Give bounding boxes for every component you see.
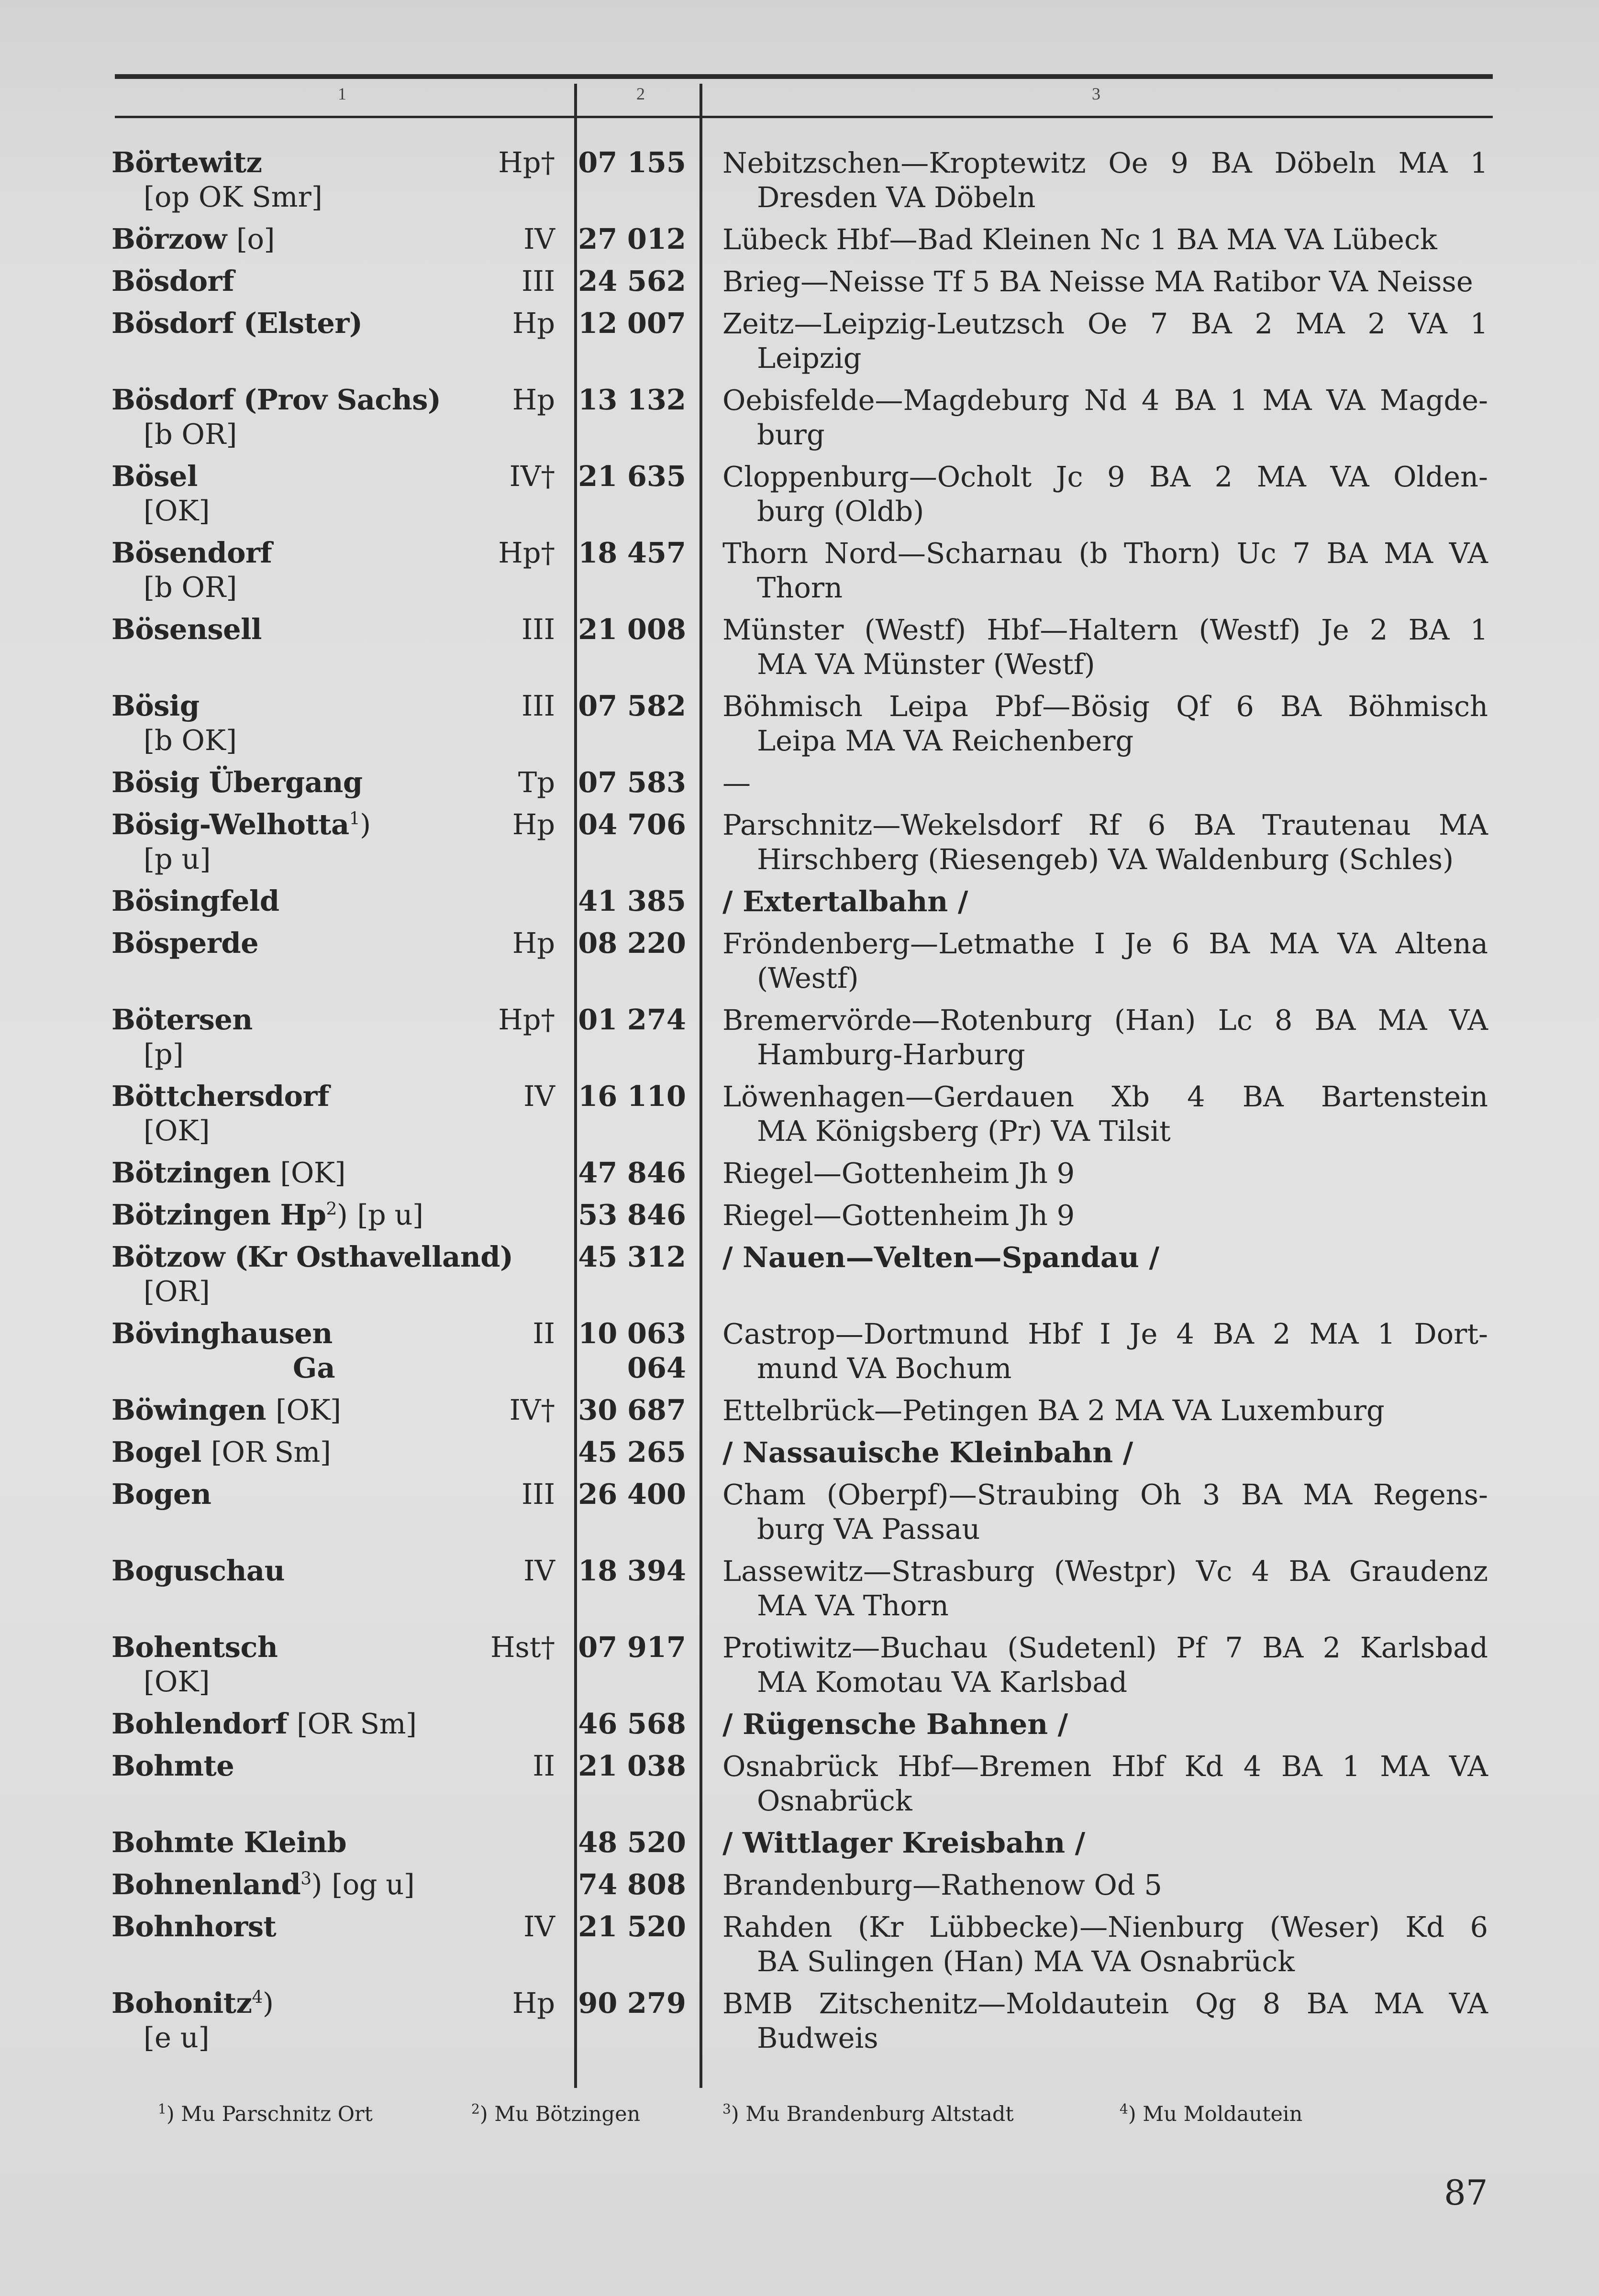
route-line: MA VA Münster (Westf) xyxy=(757,648,1095,681)
route-description xyxy=(722,146,1488,215)
station-number: 90 279 xyxy=(578,1987,686,2020)
station-class: Hp xyxy=(512,383,555,416)
table-row xyxy=(0,689,1599,766)
column-header-1: 1 xyxy=(338,84,346,103)
route-description xyxy=(722,1198,1488,1233)
station-number: 21 008 xyxy=(578,613,686,646)
station-note: [OR Sm] xyxy=(297,1707,417,1740)
station-number: 01 274 xyxy=(578,1003,686,1036)
station-number: 10 063 xyxy=(578,1317,686,1350)
table-row xyxy=(0,1198,1599,1240)
station-number: 21 038 xyxy=(578,1749,686,1782)
table-row xyxy=(0,1631,1599,1707)
station-class: Hp† xyxy=(498,536,555,569)
route-line: Brandenburg—Rathenow Od 5 xyxy=(722,1868,1162,1901)
route-line: Castrop—Dortmund Hbf I Je 4 BA 2 MA 1 Dort- xyxy=(722,1317,1488,1350)
route-line: burg (Oldb) xyxy=(757,495,924,528)
route-description xyxy=(722,1478,1488,1546)
header-rule xyxy=(115,116,1493,118)
station-number: 47 846 xyxy=(578,1156,686,1189)
route-line: Cloppenburg—Ocholt Jc 9 BA 2 MA VA Olden- xyxy=(722,460,1488,493)
station-name: Bösig Übergang xyxy=(111,766,363,799)
route-line: Münster (Westf) Hbf—Haltern (Westf) Je 2 BA 1 xyxy=(722,613,1488,646)
station-number: 07 582 xyxy=(578,689,686,722)
station-number: 07 917 xyxy=(578,1631,686,1664)
station-note: [OK] xyxy=(144,1114,210,1147)
top-rule xyxy=(115,74,1493,79)
route-description xyxy=(722,536,1488,605)
route-description xyxy=(722,1826,1488,1860)
table-row xyxy=(0,1317,1599,1393)
station-name: Bohnenland$^3$) [og u] xyxy=(111,1868,415,1901)
table-row xyxy=(0,1987,1599,2063)
footnote-mark: 2 xyxy=(326,1199,337,1219)
station-note: [OR Sm] xyxy=(211,1435,331,1468)
station-name: Bohentsch xyxy=(111,1631,278,1664)
route-line: Dresden VA Döbeln xyxy=(757,181,1036,214)
route-description xyxy=(722,1868,1488,1902)
route-description xyxy=(722,1240,1488,1275)
table-row xyxy=(0,146,1599,222)
route-line: Lübeck Hbf—Bad Kleinen Nc 1 BA MA VA Lübeck xyxy=(722,223,1437,256)
station-class: Hp xyxy=(512,307,555,340)
station-class: III xyxy=(522,265,555,298)
station-name: Börzow [o] xyxy=(111,222,275,255)
route-line: Zeitz—Leipzig-Leutzsch Oe 7 BA 2 MA 2 VA 1 xyxy=(722,307,1488,340)
route-line: Brieg—Neisse Tf 5 BA Neisse MA Ratibor VA Neisse xyxy=(722,265,1473,298)
station-name: Böwingen [OK] xyxy=(111,1393,341,1426)
route-line: MA Königsberg (Pr) VA Tilsit xyxy=(757,1115,1171,1148)
route-line: Fröndenberg—Letmathe I Je 6 BA MA VA Altena xyxy=(722,927,1488,960)
route-line: Leipzig xyxy=(757,342,862,375)
route-line: BMB Zitschenitz—Moldautein Qg 8 BA MA VA xyxy=(722,1987,1488,2020)
station-name: Bohonitz$^4$) xyxy=(111,1987,274,2020)
station-number: 74 808 xyxy=(578,1868,686,1901)
station-class: IV xyxy=(523,1080,555,1113)
station-class: Hp xyxy=(512,808,555,841)
route-description xyxy=(722,307,1488,375)
route-line: Protiwitz—Buchau (Sudetenl) Pf 7 BA 2 Karlsbad xyxy=(722,1631,1488,1664)
table-row xyxy=(0,927,1599,1003)
station-name: Bösel xyxy=(111,460,198,493)
station-number: 18 457 xyxy=(578,536,686,569)
route-description xyxy=(722,808,1488,877)
table-row xyxy=(0,265,1599,307)
route-line: Lassewitz—Strasburg (Westpr) Vc 4 BA Graudenz xyxy=(722,1555,1488,1588)
station-number-continued: 064 xyxy=(627,1351,686,1384)
station-note: [b OR] xyxy=(144,418,237,451)
station-class: IV xyxy=(523,222,555,255)
route-description xyxy=(722,1631,1488,1700)
station-note: [o] xyxy=(236,222,275,255)
station-name: Boguschau xyxy=(111,1554,285,1587)
route-description xyxy=(722,222,1488,257)
route-line: mund VA Bochum xyxy=(757,1352,1012,1385)
station-note: [og u] xyxy=(332,1868,415,1901)
route-line: burg VA Passau xyxy=(757,1512,980,1545)
station-number: 48 520 xyxy=(578,1826,686,1859)
route-line: / Rügensche Bahnen / xyxy=(722,1708,1068,1741)
table-row xyxy=(0,884,1599,927)
page-number: 87 xyxy=(1444,2173,1488,2213)
station-name: Bogel [OR Sm] xyxy=(111,1435,331,1468)
route-line: Hamburg-Harburg xyxy=(757,1038,1025,1071)
station-number: 46 568 xyxy=(578,1707,686,1740)
route-description xyxy=(722,1707,1488,1742)
station-name: Bötzingen Hp$^2$) [p u] xyxy=(111,1198,423,1231)
station-number: 13 132 xyxy=(578,383,686,416)
table-row xyxy=(0,808,1599,884)
station-class: II xyxy=(533,1317,555,1350)
station-number: 30 687 xyxy=(578,1393,686,1426)
route-description xyxy=(722,1393,1488,1428)
station-note: [p u] xyxy=(144,842,211,875)
route-description xyxy=(722,1749,1488,1818)
table-row xyxy=(0,1003,1599,1080)
station-number: 45 312 xyxy=(578,1240,686,1273)
route-line: Budweis xyxy=(757,2021,878,2054)
route-line: / Wittlager Kreisbahn / xyxy=(722,1826,1086,1859)
station-note: [op OK Smr] xyxy=(144,180,322,213)
route-line: Löwenhagen—Gerdauen Xb 4 BA Bartenstein xyxy=(722,1080,1488,1113)
table-row xyxy=(0,1393,1599,1435)
station-name: Bösendorf xyxy=(111,536,272,569)
station-number: 21 635 xyxy=(578,460,686,493)
route-line: Oebisfelde—Magdeburg Nd 4 BA 1 MA VA Magde- xyxy=(722,384,1488,417)
station-name: Bogen xyxy=(111,1478,211,1511)
table-row xyxy=(0,222,1599,265)
station-class: III xyxy=(522,689,555,722)
station-number: 26 400 xyxy=(578,1478,686,1511)
route-line: Riegel—Gottenheim Jh 9 xyxy=(722,1157,1075,1190)
route-description xyxy=(722,689,1488,758)
station-number: 07 583 xyxy=(578,766,686,799)
route-line: Parschnitz—Wekelsdorf Rf 6 BA Trautenau MA xyxy=(722,808,1488,841)
station-name: Bösensell xyxy=(111,613,262,646)
station-name: Böttchersdorf xyxy=(111,1080,329,1113)
station-number: 24 562 xyxy=(578,265,686,298)
station-number: 07 155 xyxy=(578,146,686,179)
route-line: Ettelbrück—Petingen BA 2 MA VA Luxemburg xyxy=(722,1394,1385,1427)
route-description xyxy=(722,1554,1488,1623)
route-line: Osnabrück Hbf—Bremen Hbf Kd 4 BA 1 MA VA xyxy=(722,1750,1488,1783)
route-line: / Nassauische Kleinbahn / xyxy=(722,1436,1133,1469)
station-name: Börtewitz xyxy=(111,146,262,179)
route-description xyxy=(722,265,1488,299)
route-description xyxy=(722,884,1488,919)
station-note: [OK] xyxy=(276,1393,341,1426)
station-name: Bösingfeld xyxy=(111,884,279,917)
station-number: 21 520 xyxy=(578,1910,686,1943)
station-number: 45 265 xyxy=(578,1435,686,1468)
station-number: 04 706 xyxy=(578,808,686,841)
route-line: — xyxy=(722,766,751,799)
station-table xyxy=(0,146,1599,2063)
table-row xyxy=(0,1910,1599,1987)
route-description xyxy=(722,1003,1488,1072)
station-class: Hp xyxy=(512,1987,555,2020)
table-row xyxy=(0,1156,1599,1198)
station-class: IV xyxy=(523,1554,555,1587)
route-description xyxy=(722,383,1488,452)
route-line: MA VA Thorn xyxy=(757,1589,949,1622)
station-name: Bohmte xyxy=(111,1749,234,1782)
station-note: [e u] xyxy=(144,2021,210,2054)
route-line: (Westf) xyxy=(757,961,859,994)
station-number: 41 385 xyxy=(578,884,686,917)
station-class: Hst† xyxy=(490,1631,555,1664)
route-line: Cham (Oberpf)—Straubing Oh 3 BA MA Regens- xyxy=(722,1478,1488,1511)
route-description xyxy=(722,1987,1488,2055)
route-line: Thorn Nord—Scharnau (b Thorn) Uc 7 BA MA VA xyxy=(722,537,1488,570)
station-name: Bösdorf (Prov Sachs) xyxy=(111,383,441,416)
station-name: Bohlendorf [OR Sm] xyxy=(111,1707,417,1740)
station-class: III xyxy=(522,1478,555,1511)
station-class: Hp† xyxy=(498,146,555,179)
route-description xyxy=(722,613,1488,682)
footnote: $^4$) Mu Moldautein xyxy=(1120,2101,1303,2126)
station-note: [OK] xyxy=(280,1156,346,1189)
table-row xyxy=(0,1826,1599,1868)
table-row xyxy=(0,307,1599,383)
station-note: [p u] xyxy=(357,1198,423,1231)
table-row xyxy=(0,1554,1599,1631)
route-line: Leipa MA VA Reichenberg xyxy=(757,724,1134,757)
station-name: Bövinghausen xyxy=(111,1317,333,1350)
station-class: Hp† xyxy=(498,1003,555,1036)
route-description xyxy=(722,766,1488,800)
table-row xyxy=(0,1435,1599,1478)
route-line: Thorn xyxy=(757,571,843,604)
table-row xyxy=(0,613,1599,689)
station-name: Bösig xyxy=(111,689,200,722)
route-line: MA Komotau VA Karlsbad xyxy=(757,1666,1128,1699)
route-description xyxy=(722,1435,1488,1470)
station-class: II xyxy=(533,1749,555,1782)
route-description xyxy=(722,1080,1488,1148)
table-row xyxy=(0,1240,1599,1317)
station-name: Bösperde xyxy=(111,927,259,960)
route-line: Bremervörde—Rotenburg (Han) Lc 8 BA MA VA xyxy=(722,1004,1488,1037)
route-line: Hirschberg (Riesengeb) VA Waldenburg (Schles) xyxy=(757,843,1454,876)
station-name: Bösdorf xyxy=(111,265,234,298)
route-line: Osnabrück xyxy=(757,1784,912,1817)
station-name: Bösdorf (Elster) xyxy=(111,307,363,340)
route-line: Nebitzschen—Kroptewitz Oe 9 BA Döbeln MA 1 xyxy=(722,146,1488,179)
footnote-mark: 1 xyxy=(349,809,360,829)
footnote-mark: 3 xyxy=(300,1869,311,1889)
route-description xyxy=(722,927,1488,995)
station-note: [OR] xyxy=(144,1275,210,1308)
table-row xyxy=(0,1478,1599,1554)
station-number: 18 394 xyxy=(578,1554,686,1587)
station-number: 12 007 xyxy=(578,307,686,340)
route-line: / Nauen—Velten—Spandau / xyxy=(722,1241,1160,1274)
footnote-mark: 4 xyxy=(252,1987,263,2008)
column-header-2: 2 xyxy=(636,84,645,103)
footnote: $^1$) Mu Parschnitz Ort xyxy=(158,2101,373,2126)
station-number: 27 012 xyxy=(578,222,686,255)
route-description xyxy=(722,1910,1488,1979)
station-note: [b OK] xyxy=(144,724,237,757)
station-number: 08 220 xyxy=(578,927,686,960)
station-class: IV† xyxy=(509,460,555,493)
table-row xyxy=(0,1080,1599,1156)
table-row xyxy=(0,536,1599,613)
table-row xyxy=(0,1868,1599,1910)
footnote: $^3$) Mu Brandenburg Altstadt xyxy=(722,2101,1014,2126)
station-class: III xyxy=(522,613,555,646)
route-description xyxy=(722,1156,1488,1191)
table-row xyxy=(0,766,1599,808)
route-line: BA Sulingen (Han) MA VA Osnabrück xyxy=(757,1945,1295,1978)
route-line: / Extertalbahn / xyxy=(722,885,968,918)
route-line: Riegel—Gottenheim Jh 9 xyxy=(722,1199,1075,1232)
footnote: $^2$) Mu Bötzingen xyxy=(471,2101,641,2126)
station-name: Bösig-Welhotta$^1$) xyxy=(111,808,371,841)
station-number: 16 110 xyxy=(578,1080,686,1113)
route-line: Böhmisch Leipa Pbf—Bösig Qf 6 BA Böhmisch xyxy=(722,690,1488,723)
station-note: [b OR] xyxy=(144,571,237,604)
column-header-3: 3 xyxy=(1092,84,1100,103)
station-name: Bötersen xyxy=(111,1003,253,1036)
table-row xyxy=(0,1749,1599,1826)
station-name: Bohnhorst xyxy=(111,1910,277,1943)
station-class: Tp xyxy=(518,766,555,799)
table-row xyxy=(0,460,1599,536)
station-name: Bötzow (Kr Osthavelland) xyxy=(111,1240,513,1273)
route-line: burg xyxy=(757,418,825,451)
station-number: 53 846 xyxy=(578,1198,686,1231)
table-row xyxy=(0,383,1599,460)
table-row xyxy=(0,1707,1599,1749)
station-class: Hp xyxy=(512,927,555,960)
route-description xyxy=(722,460,1488,529)
station-class: IV† xyxy=(509,1393,555,1426)
station-class: IV xyxy=(523,1910,555,1943)
route-description xyxy=(722,1317,1488,1386)
station-note: [p] xyxy=(144,1038,184,1071)
station-subname: Ga xyxy=(293,1351,335,1384)
station-name: Bötzingen [OK] xyxy=(111,1156,346,1189)
station-name: Bohmte Kleinb xyxy=(111,1826,347,1859)
route-line: Rahden (Kr Lübbecke)—Nienburg (Weser) Kd 6 xyxy=(722,1910,1488,1943)
station-note: [OK] xyxy=(144,494,210,527)
station-note: [OK] xyxy=(144,1665,210,1698)
